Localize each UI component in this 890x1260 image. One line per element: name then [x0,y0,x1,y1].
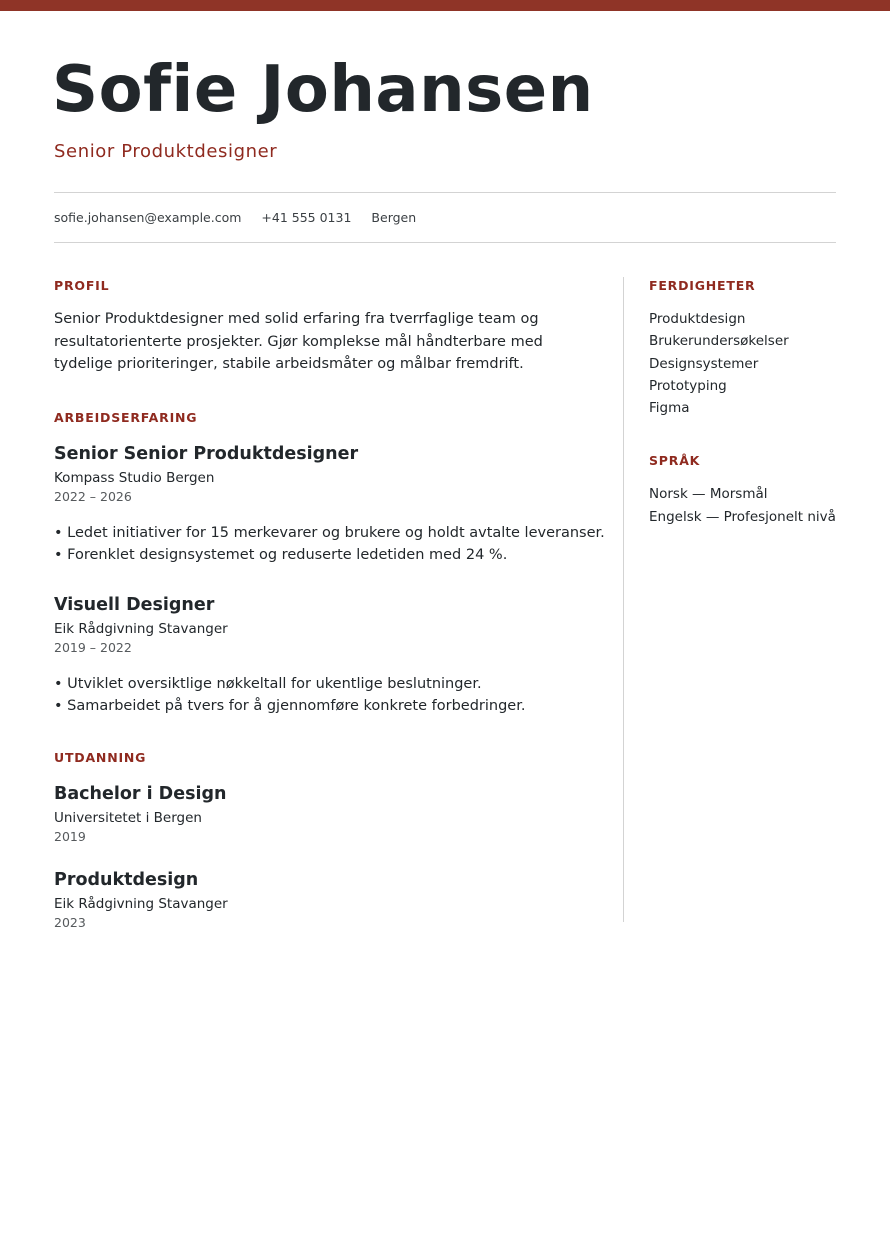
experience-section [54,408,605,718]
experience-heading: ARBEIDSERFARING [54,409,198,425]
skill-item: Produktdesign [649,311,746,327]
education-title: Produktdesign [54,869,199,890]
candidate-role: Senior Produktdesigner [54,141,278,162]
job-title: Senior Senior Produktdesigner [54,443,359,464]
job-entry [54,442,605,567]
contact-row [54,208,416,228]
candidate-name: Sofie Johansen [52,53,594,127]
job-bullet: • Forenklet designsystemet og reduserte ledetiden med 24 %. [54,547,508,563]
header-divider-top [54,192,836,193]
job-bullets [54,673,594,718]
education-entry [54,868,594,932]
job-dates: 2019 – 2022 [54,639,132,655]
job-bullet: • Samarbeidet på tvers for å gjennomføre konkrete forbedringer. [54,698,526,714]
contact-city: Bergen [371,210,417,225]
education-section [54,748,594,932]
profile-section [54,276,594,376]
top-accent-bar [0,0,890,11]
job-bullets [54,522,605,567]
job-bullet: • Utviklet oversiktlige nøkkeltall for ukentlige beslutninger. [54,675,482,692]
education-school: Universitetet i Bergen [54,809,202,826]
contact-phone[interactable]: +41 555 0131 [261,210,352,225]
job-entry [54,593,594,718]
header-divider-bottom [54,242,836,243]
job-dates: 2022 – 2026 [54,488,132,504]
education-entry [54,782,594,846]
languages-section [649,451,859,528]
languages-list [649,483,859,528]
skills-section [649,276,859,419]
education-school: Eik Rådgivning Stavanger [54,895,228,912]
profile-text: Senior Produktdesigner med solid erfaring fra tverrfaglige team og resultatorienterte prosjekter. Gjør komplekse mål håndterbare med tydelige prioriteringer, stabile arbeidsmåter og målbar fremdrift. [54,311,543,372]
education-year: 2023 [54,914,86,930]
skill-item: Figma [649,400,690,417]
profile-heading: PROFIL [54,278,110,293]
main-column [54,276,605,932]
skill-item: Designsystemer [649,355,759,372]
language-item: Norsk — Morsmål [649,486,768,503]
education-title: Bachelor i Design [54,783,227,804]
skill-item: Prototyping [649,377,727,394]
job-company: Kompass Studio Bergen [54,469,215,486]
column-divider [623,277,624,922]
education-year: 2019 [54,828,86,844]
skill-item: Brukerundersøkelser [649,333,789,350]
job-bullet: • Ledet initiativer for 15 merkevarer og brukere og holdt avtalte leveranser. [54,524,605,541]
side-column [649,276,859,528]
contact-email[interactable]: sofie.johansen@example.com [54,210,242,225]
skills-heading: FERDIGHETER [649,278,756,293]
languages-heading: SPRÅK [649,453,701,469]
job-company: Eik Rådgivning Stavanger [54,620,228,637]
job-title: Visuell Designer [54,594,215,615]
education-heading: UTDANNING [54,749,147,765]
language-item: Engelsk — Profesjonelt nivå [649,508,836,525]
skills-list [649,308,859,419]
